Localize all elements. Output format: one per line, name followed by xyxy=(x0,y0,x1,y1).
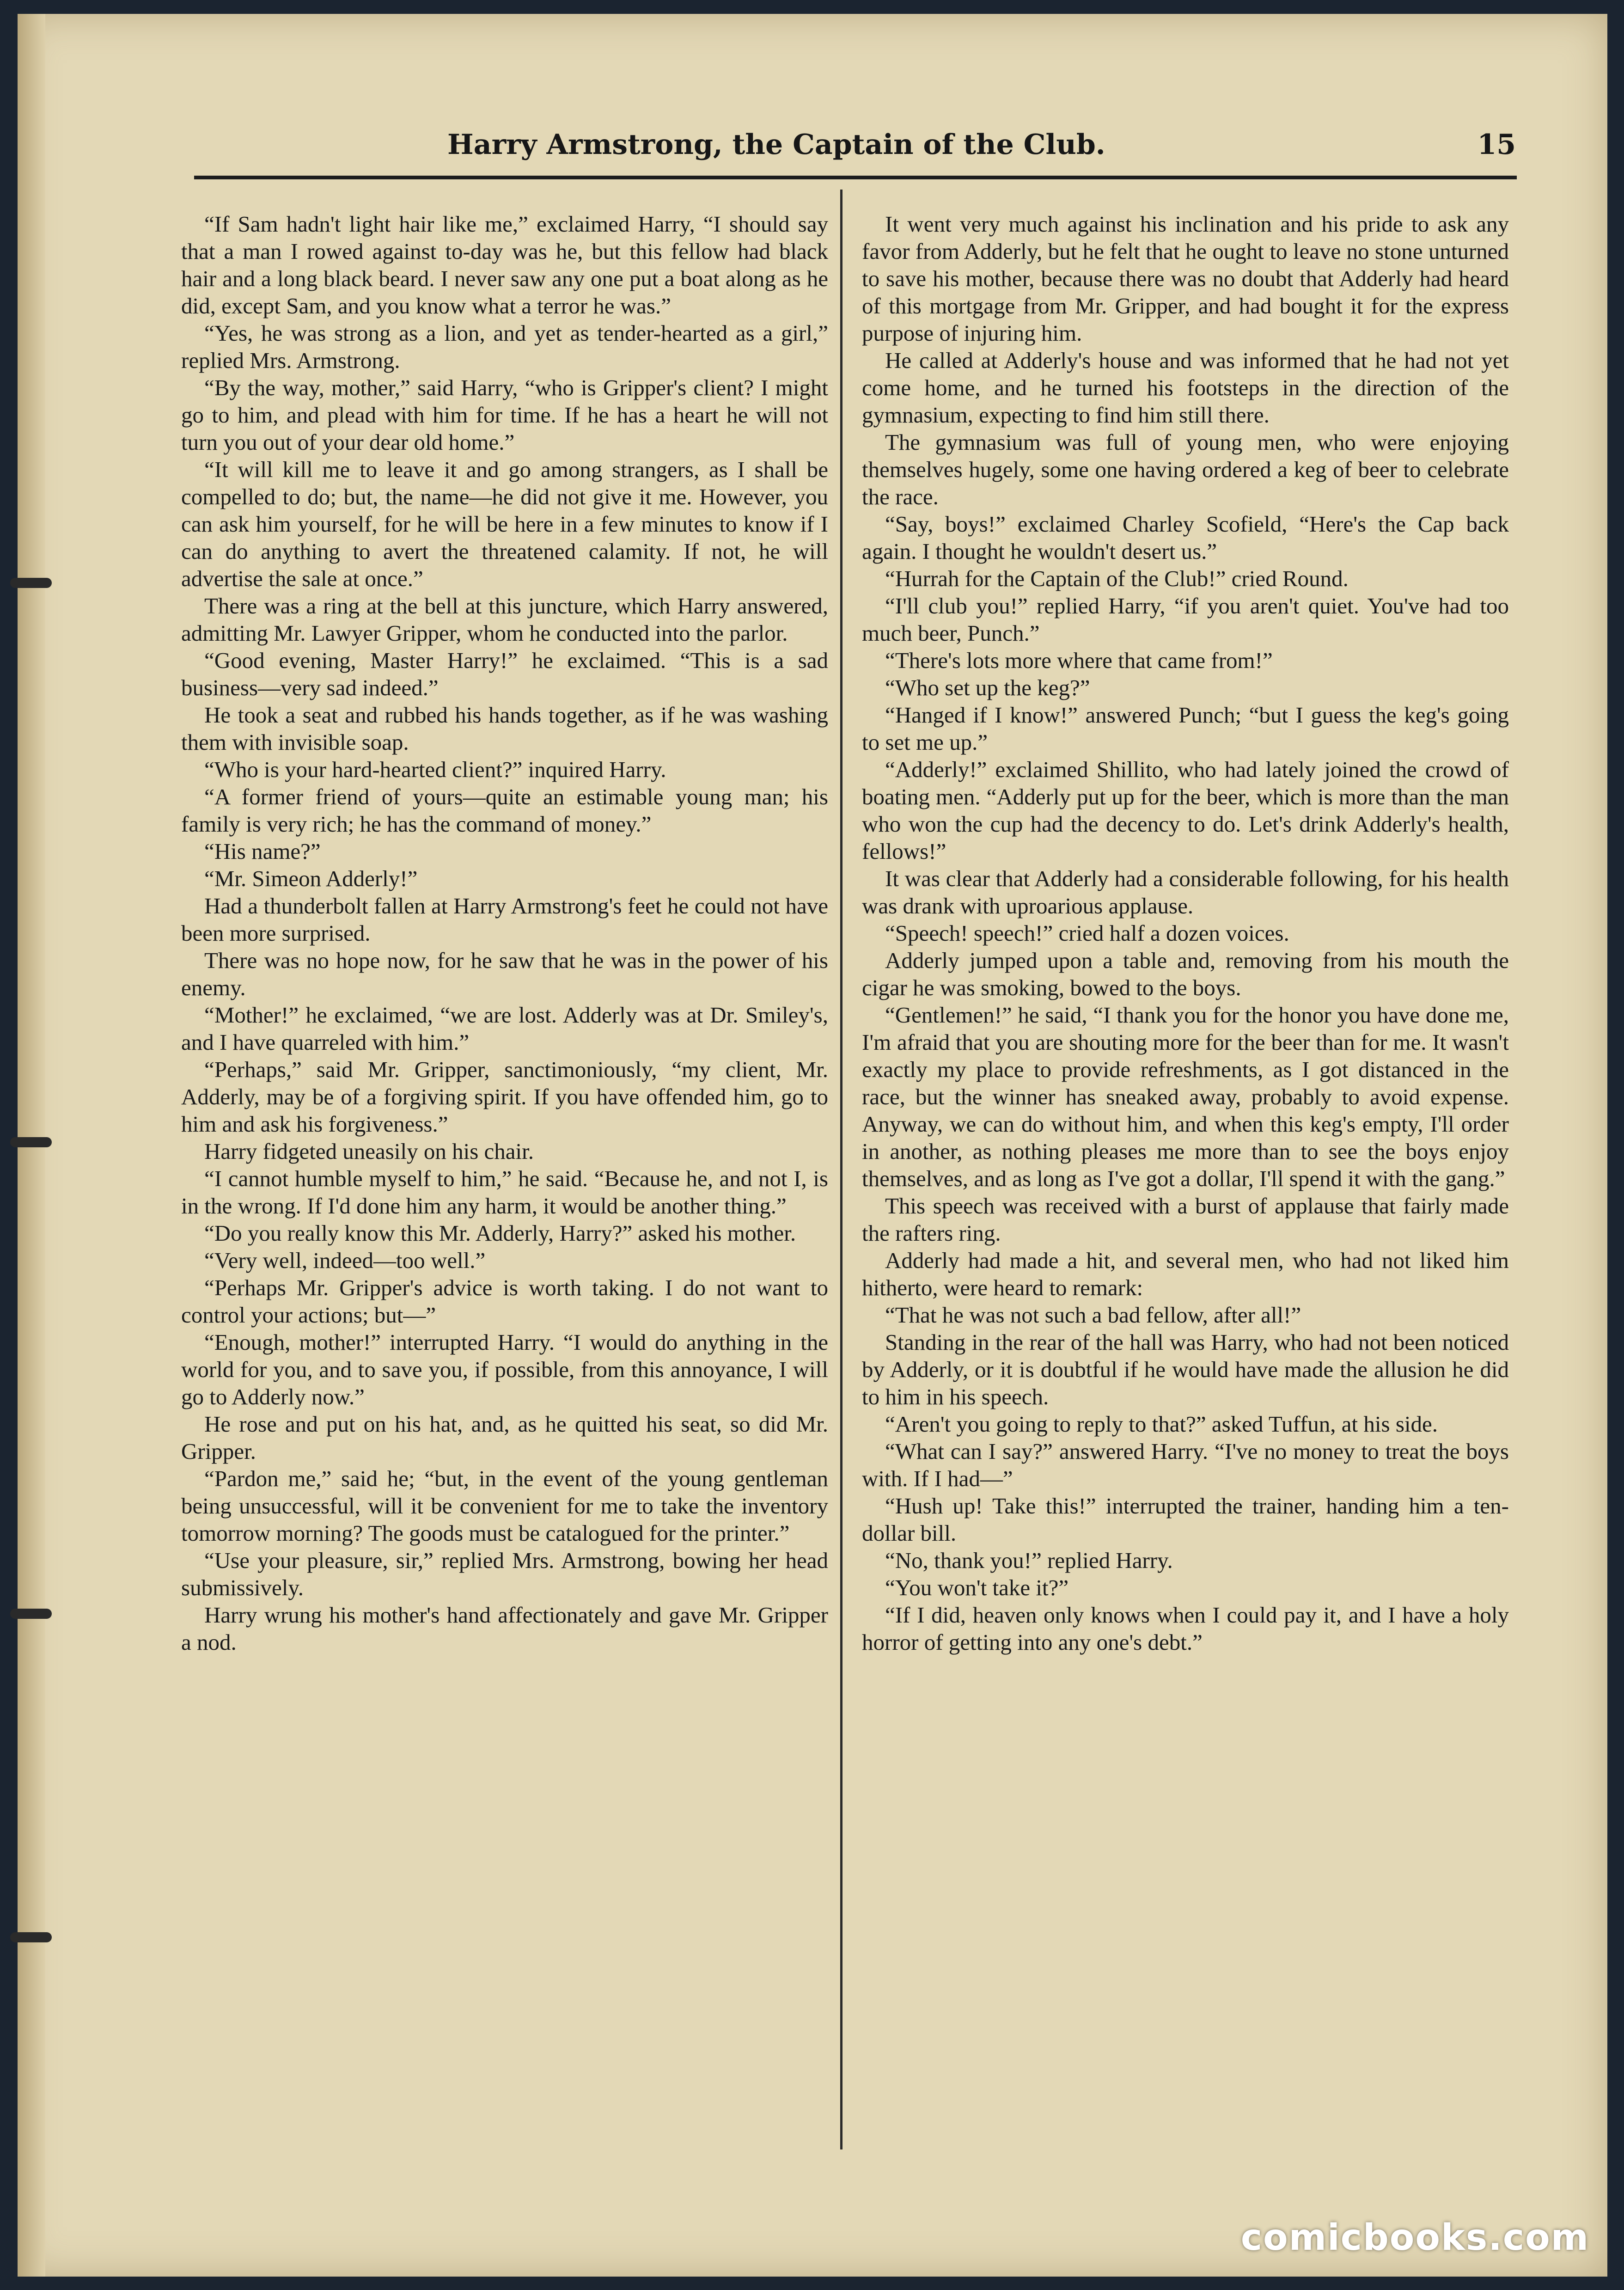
paragraph: Standing in the rear of the hall was Harry, who had not been noticed by Adderly, or it is doubtful if he would have made the allusion he did to him in his speech. xyxy=(862,1329,1509,1409)
paragraph: “Adderly!” exclaimed Shillito, who had lately joined the crowd of boating men. “Adderly put up for the beer, which is more than the man who won the cup had the decency to do. Let's drink Adderly's health, fellows!” xyxy=(862,757,1509,864)
paragraph: “Hush up! Take this!” interrupted the trainer, handing him a ten-dollar bill. xyxy=(862,1493,1509,1546)
paragraph: He took a seat and rubbed his hands together, as if he was washing them with invisible soap. xyxy=(181,702,828,755)
paragraph: It went very much against his inclination and his pride to ask any favor from Adderly, but he felt that he ought to leave no stone unturned to save his mother, because there was no doubt that Adderly had heard of this mortgage from Mr. Gripper, and had bought it for the express purpose of injuring him. xyxy=(862,211,1509,346)
running-header xyxy=(194,129,1516,170)
watermark: comicbooks.com xyxy=(1240,2217,1589,2259)
paragraph: He rose and put on his hat, and, as he quitted his seat, so did Mr. Gripper. xyxy=(181,1411,828,1464)
paragraph: “Hanged if I know!” answered Punch; “but I guess the keg's going to set me up.” xyxy=(862,702,1509,755)
paragraph: “That he was not such a bad fellow, after all!” xyxy=(885,1302,1301,1328)
paragraph: “Pardon me,” said he; “but, in the event of the young gentleman being unsuccessful, will it be convenient for me to take the inventory tomorrow morning? The goods must be catalogued for the printer.” xyxy=(181,1466,828,1546)
paragraph: It was clear that Adderly had a considerable following, for his health was drank with uproarious applause. xyxy=(862,866,1509,918)
paragraph: “I cannot humble myself to him,” he said. “Because he, and not I, is in the wrong. If I'd done him any harm, it would be another thing.” xyxy=(181,1166,828,1218)
paragraph: There was a ring at the bell at this juncture, which Harry answered, admitting Mr. Lawyer Gripper, whom he conducted into the parlor. xyxy=(181,593,828,646)
paragraph: “Perhaps Mr. Gripper's advice is worth taking. I do not want to control your actions; but—” xyxy=(181,1275,828,1328)
paragraph: This speech was received with a burst of applause that fairly made the rafters ring. xyxy=(862,1193,1509,1246)
paragraph: He called at Adderly's house and was informed that he had not yet come home, and he turned his footsteps in the direction of the gymnasium, expecting to find him still there. xyxy=(862,348,1509,428)
paragraph: “You won't take it?” xyxy=(885,1575,1069,1600)
paragraph: “There's lots more where that came from!” xyxy=(885,648,1273,673)
paragraph: “Yes, he was strong as a lion, and yet as tender-hearted as a girl,” replied Mrs. Armstrong. xyxy=(181,320,828,373)
paragraph: “Enough, mother!” interrupted Harry. “I would do anything in the world for you, and to save you, if possible, from this annoyance, I will go to Adderly now.” xyxy=(181,1329,828,1409)
paragraph: “Perhaps,” said Mr. Gripper, sanctimoniously, “my client, Mr. Adderly, may be of a forgiving spirit. If you have offended him, go to him and ask his forgiveness.” xyxy=(181,1057,828,1137)
paragraph: “Good evening, Master Harry!” he exclaimed. “This is a sad business—very sad indeed.” xyxy=(181,648,828,700)
binding-staple xyxy=(10,578,52,588)
paragraph: Adderly jumped upon a table and, removing from his mouth the cigar he was smoking, bowed to the boys. xyxy=(862,948,1509,1000)
paragraph: Harry wrung his mother's hand affectionately and gave Mr. Gripper a nod. xyxy=(181,1602,828,1655)
paragraph: “His name?” xyxy=(204,839,321,864)
paragraph: “Speech! speech!” cried half a dozen voices. xyxy=(885,920,1289,946)
paragraph: “Very well, indeed—too well.” xyxy=(204,1248,486,1273)
paragraph: “If Sam hadn't light hair like me,” exclaimed Harry, “I should say that a man I rowed against to-day was he, but this fellow had black hair and a long black beard. I never saw any one put a boat along as he did, except Sam, and you know what a terror he was.” xyxy=(181,211,828,318)
paragraph: Had a thunderbolt fallen at Harry Armstrong's feet he could not have been more surprised. xyxy=(181,893,828,946)
left-column xyxy=(181,210,828,1656)
paragraph: There was no hope now, for he saw that he was in the power of his enemy. xyxy=(181,948,828,1000)
paragraph: “I'll club you!” replied Harry, “if you aren't quiet. You've had too much beer, Punch.” xyxy=(862,593,1509,646)
paragraph: “Say, boys!” exclaimed Charley Scofield, “Here's the Cap back again. I thought he wouldn't desert us.” xyxy=(862,511,1509,564)
paragraph: “Gentlemen!” he said, “I thank you for the honor you have done me, I'm afraid that you are shouting more for the beer than for me. It wasn't exactly my place to provide refreshments, as I got distanced in the race, but the winner has sneaked away, probably to avoid expense. Anyway, we can do without him, and when this keg's empty, I'll order in another, as nothing pleases me more than to see the boys enjoy themselves, and as long as I've got a dollar, I'll spend it with the gang.” xyxy=(862,1002,1509,1191)
paragraph: The gymnasium was full of young men, who were enjoying themselves hugely, some one having ordered a keg of beer to celebrate the race. xyxy=(862,429,1509,509)
paragraph: “Mr. Simeon Adderly!” xyxy=(204,866,418,891)
binding-staple xyxy=(10,1137,52,1147)
paragraph: “By the way, mother,” said Harry, “who is Gripper's client? I might go to him, and plead with him for time. If he has a heart he will not turn you out of your dear old home.” xyxy=(181,375,828,455)
paragraph: “It will kill me to leave it and go among strangers, as I shall be compelled to do; but, the name—he did not give it me. However, you can ask him yourself, for he will be here in a few minutes to know if I can do anything to avert the threatened calamity. If not, he will advertise the sale at once.” xyxy=(181,457,828,591)
paragraph: “Aren't you going to reply to that?” asked Tuffun, at his side. xyxy=(885,1411,1438,1437)
paragraph: “A former friend of yours—quite an estimable young man; his family is very rich; he has the command of money.” xyxy=(181,784,828,837)
running-title: Harry Armstrong, the Captain of the Club. xyxy=(447,129,1105,161)
paragraph: “Do you really know this Mr. Adderly, Harry?” asked his mother. xyxy=(204,1220,796,1246)
paragraph: Adderly had made a hit, and several men, who had not liked him hitherto, were heard to remark: xyxy=(862,1248,1509,1300)
paragraph: “Who is your hard-hearted client?” inquired Harry. xyxy=(204,757,666,782)
right-column xyxy=(862,210,1509,1656)
paragraph: “Use your pleasure, sir,” replied Mrs. Armstrong, bowing her head submissively. xyxy=(181,1548,828,1600)
column-divider xyxy=(840,190,843,2149)
header-rule xyxy=(194,176,1517,179)
page-number: 15 xyxy=(1477,129,1516,161)
paragraph: “What can I say?” answered Harry. “I've no money to treat the boys with. If I had—” xyxy=(862,1439,1509,1491)
paragraph: “Who set up the keg?” xyxy=(885,675,1090,700)
paragraph: “Mother!” he exclaimed, “we are lost. Adderly was at Dr. Smiley's, and I have quarreled with him.” xyxy=(181,1002,828,1055)
paragraph: Harry fidgeted uneasily on his chair. xyxy=(204,1139,534,1164)
binding-staple xyxy=(10,1609,52,1619)
paragraph: “If I did, heaven only knows when I could pay it, and I have a holy horror of getting into any one's debt.” xyxy=(862,1602,1509,1655)
paragraph: “No, thank you!” replied Harry. xyxy=(885,1548,1173,1573)
binding-staple xyxy=(10,1932,52,1942)
paragraph: “Hurrah for the Captain of the Club!” cried Round. xyxy=(885,566,1349,591)
